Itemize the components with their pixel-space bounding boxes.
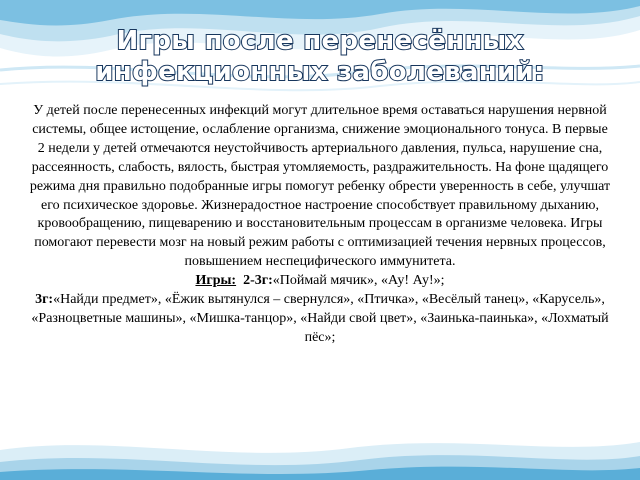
- games-age-3: [28, 291, 612, 348]
- intro-paragraph: У детей после перенесенных инфекций могут длительное время оставаться нарушения нервной системы, общее истощение, ослабление организма, снижение эмоционального тонуса. В первые 2 недели у детей отмечаются неустойчивость артериального давления, пульса, нарушение сна, рассеянность, слабость, вялость, быстрая утомляемость, раздражительность. На фоне щадящего режима дня правильно подобранные игры помогут ребенку обрести уверенность в себе, улучшат его психическое здоровье. Жизнерадостное настроение способствует правильному дыханию, кровообращению, пищеварению и восстановительным процессам в организме человека. Игры помогают перевести мозг на новый режим работы с оптимизацией течения нервных процессов, повышением неспецифического иммунитета.: [29, 103, 611, 270]
- age-3-games: «Найди предмет», «Ёжик вытянулся – свернулся», «Птичка», «Весёлый танец», «Карусель», «Разноцветные машины», «Мишка-танцор», «Найди свой цвет», «Заинька-паинька», «Лохматый пёс»;: [31, 292, 609, 345]
- slide-body: [28, 102, 612, 348]
- slide-title-line-2: инфекционных заболеваний:: [95, 57, 545, 87]
- age-2-3-games: «Поймай мячик», «Ау! Ау!»;: [272, 273, 445, 289]
- games-age-2-3: [28, 272, 612, 291]
- age-2-3-label: 2-3г:: [243, 273, 273, 289]
- slide-title: [0, 26, 640, 88]
- games-label: Игры:: [195, 273, 237, 289]
- age-3-label: 3г:: [35, 292, 54, 308]
- decorative-bottom-waves: [0, 420, 640, 480]
- slide-title-line-1: Игры после перенесённых: [116, 26, 524, 56]
